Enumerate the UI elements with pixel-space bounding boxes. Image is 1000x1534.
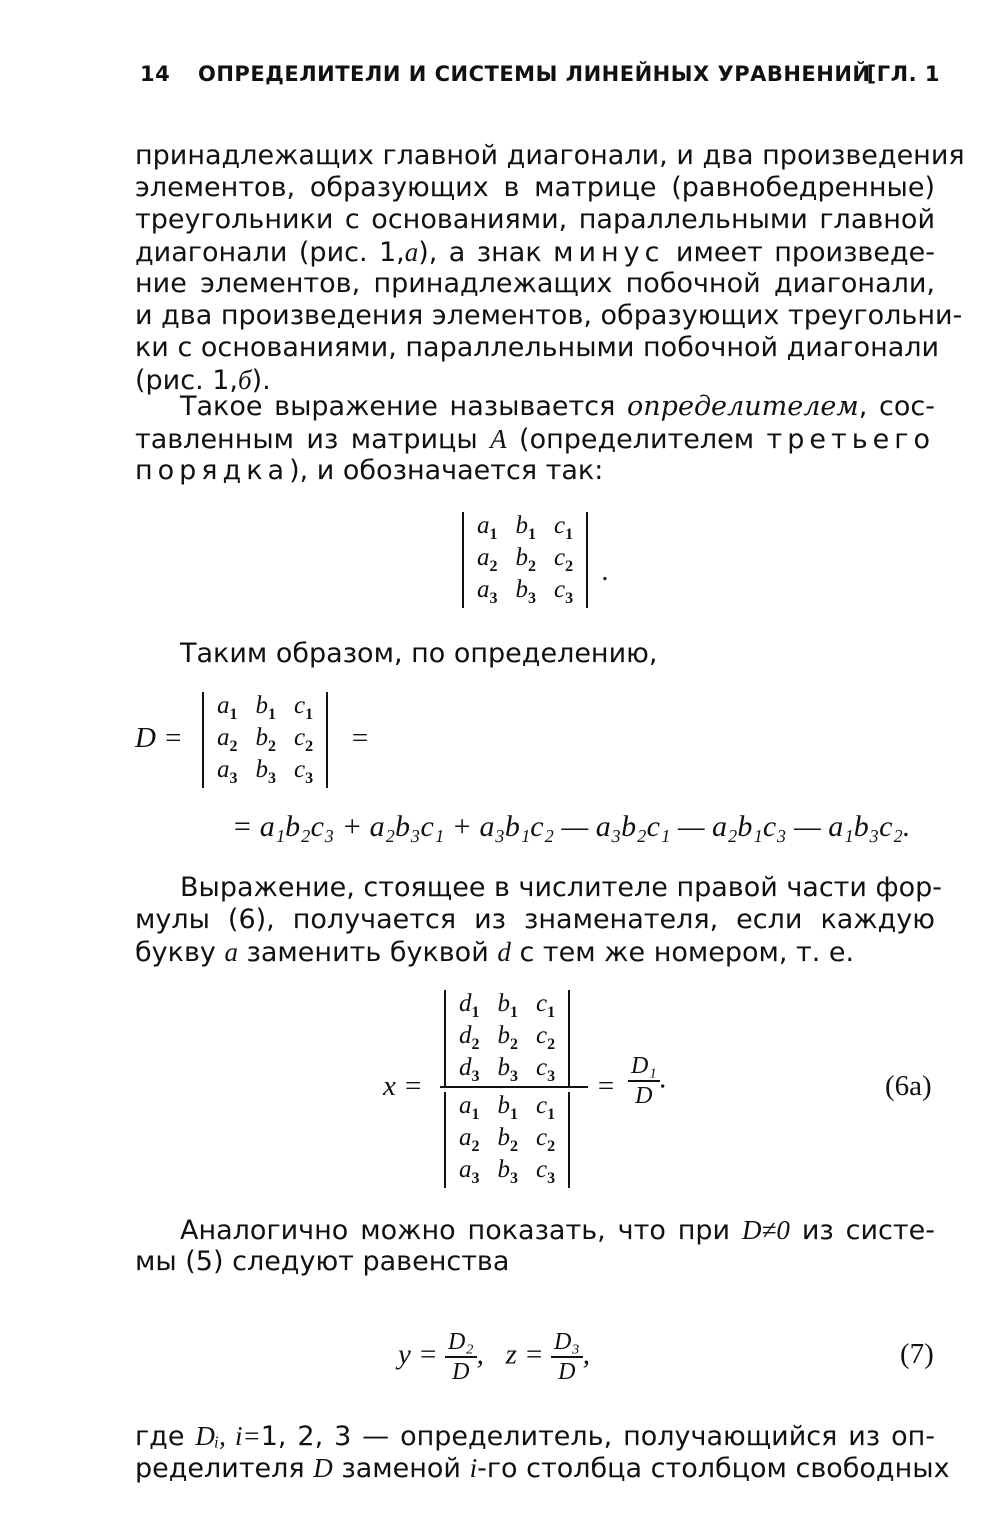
text-line: ние элементов, принадлежащих побочной диагонали, [135, 268, 935, 299]
determinant-display [202, 692, 328, 788]
term-emphasis: определителем [627, 391, 859, 422]
determinant-grid: $a_1$ $b_1$ $c_1$ $a_2$ $b_2$ $c_2$ $a_3$ $b_3$ $c_3$ [477, 512, 574, 607]
equation-number: (6а) [885, 1070, 932, 1102]
determinant-display [462, 512, 588, 608]
math-inline: D [313, 1453, 333, 1483]
text-line: мы (5) следуют равенства [135, 1246, 510, 1277]
y-lhs: y = [398, 1338, 438, 1371]
text-run: с тем же номером, т. е. [519, 937, 855, 968]
text-run: имеет произведе- [675, 237, 935, 268]
text-line [135, 1420, 935, 1453]
fraction-numerator: D₃ [551, 1328, 583, 1358]
equation-7 [398, 1328, 590, 1386]
equation-lhs: D = [135, 722, 183, 754]
text-line [135, 455, 935, 487]
math-inline: i [469, 1453, 478, 1483]
text-line: мулы (6), получается из знаменателя, если каждую [135, 904, 935, 935]
comma: , [476, 1338, 484, 1371]
text-run: ). [251, 365, 271, 396]
text-run: Аналогично можно показать, что при [180, 1215, 731, 1246]
text-run: ), и обозначается так: [289, 455, 604, 486]
determinant-grid: $a_1$ $b_1$ $c_1$ $a_2$ $b_2$ $c_2$ $a_3$ $b_3$ $c_3$ [217, 692, 314, 787]
math-symbol: d [497, 937, 511, 967]
text-line: и два произведения элементов, образующих треугольни- [135, 300, 963, 331]
fraction-d1-over-d [628, 1052, 667, 1110]
fraction-numerator: D₁ [628, 1052, 660, 1082]
figure-ref: а [404, 237, 419, 267]
text-line [180, 391, 935, 423]
spaced-word: третьего [766, 424, 935, 455]
fraction-denominator: D [452, 1359, 470, 1385]
text-line [180, 1214, 935, 1247]
equals-sign: = [350, 722, 370, 754]
text-line [135, 1452, 950, 1485]
text-run: ), а знак [418, 237, 542, 268]
text-run: ределителя [135, 1453, 305, 1484]
math-inline: Dᵢ, i= [195, 1421, 261, 1451]
text-run: (определителем [519, 424, 755, 455]
equation-lhs: x = [383, 1070, 423, 1102]
matrix-symbol: A [490, 424, 507, 454]
text-line: ки с основаниями, параллельными побочной диагонали [135, 332, 940, 363]
text-line: Таким образом, по определению, [180, 638, 658, 669]
text-line [135, 236, 935, 269]
figure-ref: б [238, 365, 252, 395]
fraction-bar [440, 1086, 588, 1088]
text-run: заменой [341, 1453, 461, 1484]
text-run: где [135, 1421, 185, 1452]
text-line: треугольники с основаниями, параллельными главной [135, 204, 935, 235]
text-run: (рис. 1, [135, 365, 238, 396]
math-symbol: a [224, 937, 238, 967]
trailing-period: . [602, 555, 610, 587]
text-run: тавленным из матрицы [135, 424, 478, 455]
text-run: диагонали (рис. 1, [135, 237, 405, 268]
text-run: Такое выражение называется [180, 391, 616, 422]
chapter-label: [ГЛ. 1 [866, 62, 940, 86]
running-title: ОПРЕДЕЛИТЕЛИ И СИСТЕМЫ ЛИНЕЙНЫХ УРАВНЕНИЙ [198, 62, 871, 86]
trailing-period: . [659, 1062, 667, 1095]
text-run: , сос- [858, 391, 935, 422]
numerator-determinant [444, 990, 570, 1086]
text-run: заменить буквой [246, 937, 489, 968]
denominator-determinant [444, 1092, 570, 1188]
fraction-denominator: D [635, 1083, 653, 1109]
fraction-numerator: D₂ [445, 1328, 477, 1358]
text-line: элементов, образующих в матрице (равнобедренные) [135, 172, 935, 203]
spaced-word: порядка [135, 455, 290, 486]
page-number: 14 [140, 62, 171, 86]
equation-number: (7) [900, 1338, 934, 1370]
comma: , [582, 1338, 590, 1371]
z-lhs: z = [505, 1338, 544, 1371]
text-line [135, 936, 935, 969]
text-run: букву [135, 937, 216, 968]
text-run: -го столбца столбцом свободных [477, 1453, 950, 1484]
spaced-word: минус [553, 237, 665, 268]
determinant-grid: $a_1$ $b_1$ $c_1$ $a_2$ $b_2$ $c_2$ $a_3$ $b_3$ $c_3$ [459, 1092, 556, 1187]
text-run: 1, 2, 3 — определитель, получающийся из оп- [260, 1421, 935, 1452]
text-run: из систе- [801, 1215, 935, 1246]
text-line [135, 423, 935, 456]
text-line: Выражение, стоящее в числителе правой части фор- [180, 872, 943, 903]
fraction-denominator: D [558, 1359, 576, 1385]
equals-sign: = [596, 1070, 616, 1102]
determinant-grid: $d_1$ $b_1$ $c_1$ $d_2$ $b_2$ $c_2$ $d_3$ $b_3$ $c_3$ [459, 990, 556, 1085]
determinant-expansion: = a₁b₂c₃ + a₂b₃c₁ + a₃b₁c₂ — a₃b₂c₁ — a₂b₁c₃ — a₁b₃c₂. [232, 810, 911, 843]
math-inline: D≠0 [742, 1215, 790, 1245]
text-line: принадлежащих главной диагонали, и два произведения [135, 140, 965, 171]
